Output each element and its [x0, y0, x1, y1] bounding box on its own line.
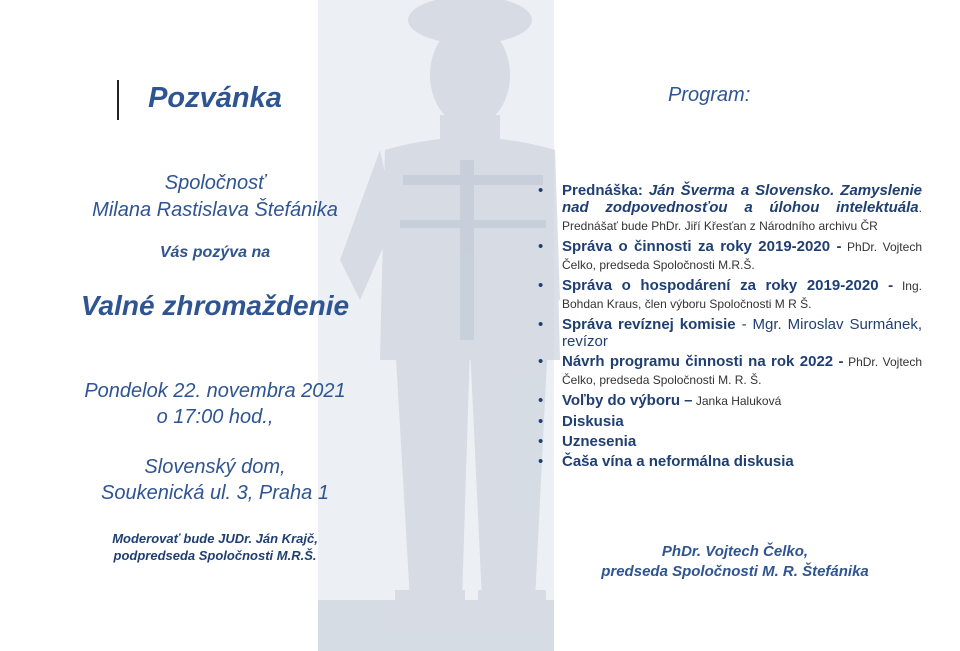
- program-item: [538, 453, 922, 470]
- item-note: . Prednášať bude PhDr. Jiří Křesťan z Národního archivu ČR: [562, 201, 922, 233]
- event-name: Valné zhromaždenie: [80, 290, 350, 321]
- signature-block: [540, 542, 930, 582]
- signature-name: PhDr. Vojtech Čelko,: [661, 543, 809, 560]
- program-heading: Program:: [668, 84, 751, 106]
- program-item: [538, 316, 922, 350]
- item-title: Správa o činnosti za roky 2019-2020 -: [562, 238, 842, 255]
- moderator-line-1: Moderovať bude JUDr. Ján Krajč,: [112, 531, 318, 546]
- program-item: [538, 238, 922, 274]
- item-lecture-title: Ján Šverma a Slovensko. Zamyslenie nad zodpovednosťou a úlohou intelektuála: [562, 182, 922, 216]
- program-item: [538, 277, 922, 313]
- event-location: [40, 454, 390, 506]
- invites-text: Vás pozýva na: [159, 244, 271, 261]
- moderator-note: [40, 530, 390, 564]
- program-item: [538, 353, 922, 389]
- signature-role: predseda Spoločnosti M. R. Štefánika: [601, 563, 869, 580]
- item-note: PhDr. Vojtech Čelko, predseda Spoločnosti M.R.Š.: [562, 240, 922, 272]
- program-list: [538, 182, 922, 473]
- program-item: [538, 392, 922, 410]
- item-title: Čaša vína a neformálna diskusia: [562, 453, 794, 470]
- item-title: Prednáška:: [562, 182, 643, 199]
- moderator-line-2: podpredseda Spoločnosti M.R.Š.: [113, 548, 317, 563]
- item-note: Janka Haluková: [692, 394, 782, 408]
- item-title: Diskusia: [562, 413, 624, 430]
- item-title: Správa o hospodárení za roky 2019-2020 -: [562, 277, 894, 294]
- item-title: Návrh programu činnosti na rok 2022 -: [562, 353, 844, 370]
- location-line-2: Soukenická ul. 3, Praha 1: [101, 482, 329, 504]
- item-title: Voľby do výboru –: [562, 392, 693, 409]
- item-note: - Mgr. Miroslav Surmánek, revízor: [562, 316, 922, 350]
- event-date: Pondelok 22. novembra 2021: [84, 380, 346, 402]
- program-item: [538, 433, 922, 450]
- item-title: Správa revíznej komisie: [562, 316, 736, 333]
- organization-line-2: Milana Rastislava Štefánika: [92, 199, 338, 221]
- program-item: [538, 182, 922, 235]
- location-line-1: Slovenský dom,: [144, 456, 286, 478]
- event-time: o 17:00 hod.,: [156, 406, 274, 428]
- item-note: Ing. Bohdan Kraus, člen výboru Spoločnosti M R Š.: [562, 279, 922, 311]
- invitation-title: Pozvánka: [148, 82, 282, 114]
- organization-name: [40, 170, 390, 224]
- item-title: Uznesenia: [562, 433, 637, 450]
- item-note: PhDr. Vojtech Čelko, predseda Spoločnosti M. R. Š.: [562, 355, 922, 387]
- program-item: [538, 413, 922, 430]
- organization-line-1: Spoločnosť: [164, 172, 266, 194]
- event-datetime: [40, 378, 390, 430]
